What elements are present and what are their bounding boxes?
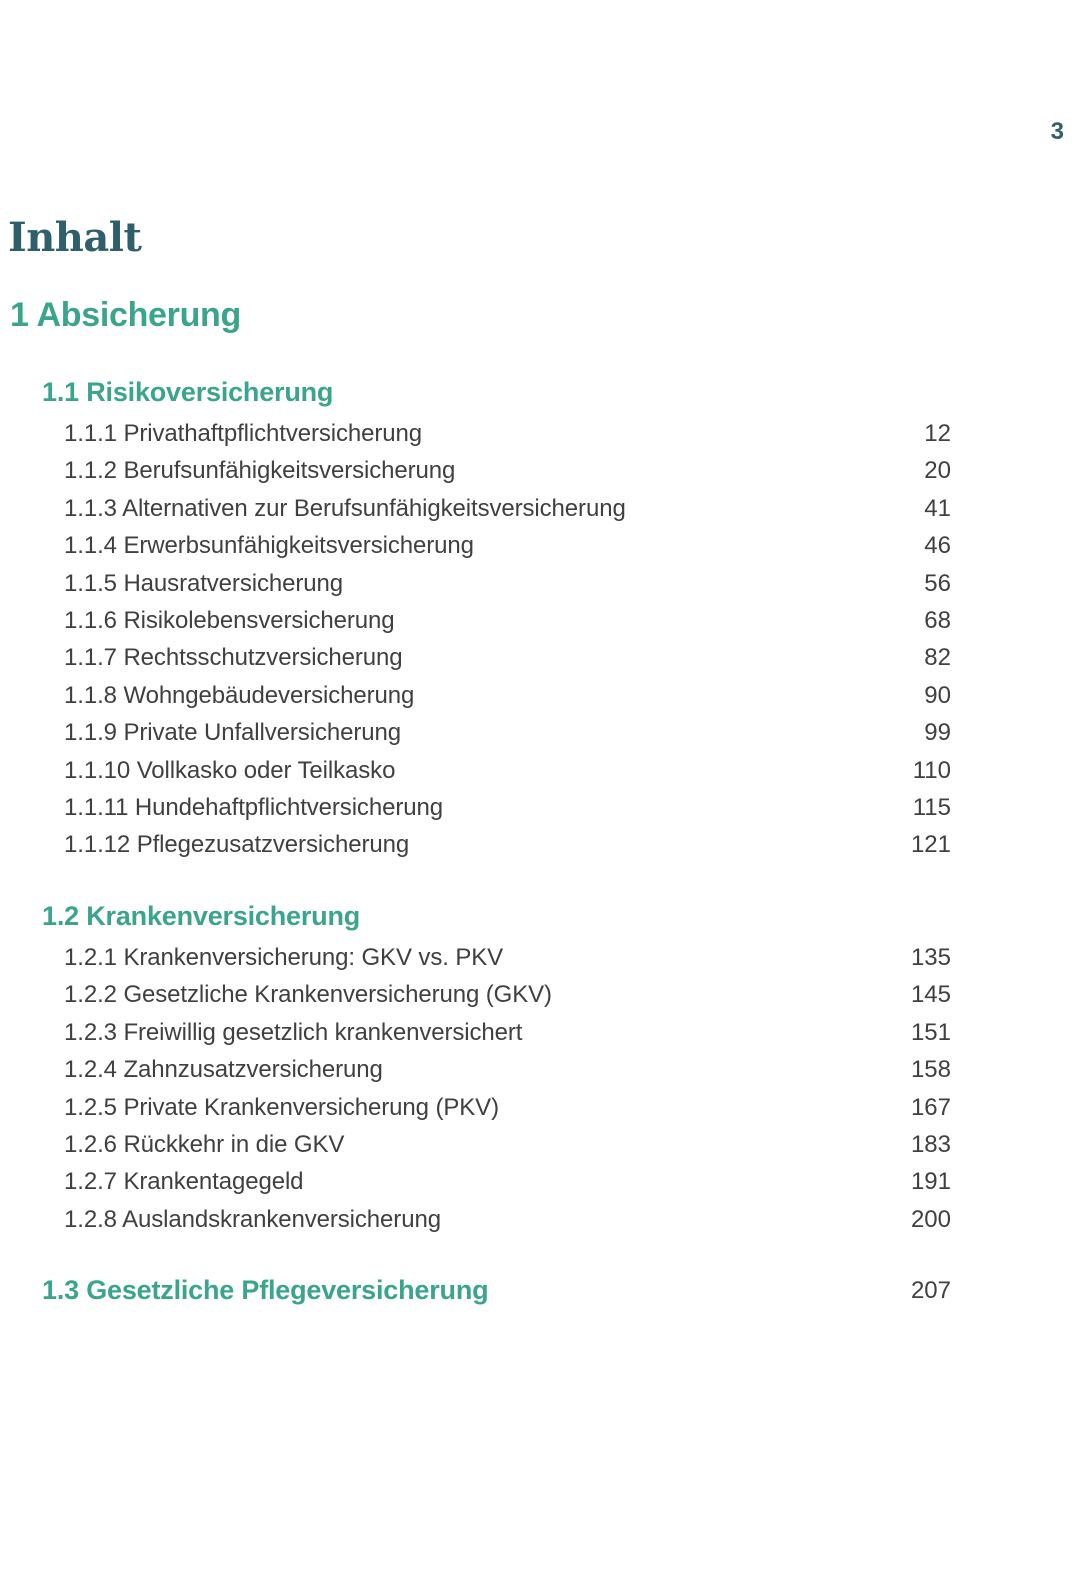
toc-section-krankenversicherung xyxy=(0,897,1080,1238)
toc-entry[interactable] xyxy=(0,1051,1080,1088)
toc-entry-page: 99 xyxy=(924,719,951,747)
toc-entry-label: 1.1.3 Alternativen zur Berufsunfähigkeitsversicherung xyxy=(64,494,626,522)
toc-entry-label: 1.1.4 Erwerbsunfähigkeitsversicherung xyxy=(64,532,474,560)
section-heading: 1.1 Risikoversicherung xyxy=(42,377,334,407)
toc-entry[interactable] xyxy=(0,677,1080,714)
toc-entry[interactable] xyxy=(0,752,1080,789)
toc-entry-page: 20 xyxy=(924,457,951,485)
toc-entry-page: 115 xyxy=(912,793,951,821)
toc-entry-label: 1.2.4 Zahnzusatzversicherung xyxy=(64,1056,383,1084)
toc-entry[interactable] xyxy=(0,1126,1080,1163)
toc-entry[interactable] xyxy=(0,826,1080,863)
toc-title: Inhalt xyxy=(8,214,142,261)
toc-entry[interactable] xyxy=(0,565,1080,602)
toc-entry-page: 151 xyxy=(910,1018,951,1046)
toc-entry-label: 1.1.11 Hundehaftpflichtversicherung xyxy=(64,793,443,821)
toc-entry[interactable] xyxy=(0,490,1080,527)
toc-entry[interactable] xyxy=(0,1089,1080,1126)
toc-entry[interactable] xyxy=(0,1014,1080,1051)
toc-entry-label: 1.1.2 Berufsunfähigkeitsversicherung xyxy=(64,457,456,485)
toc-entry-label: 1.1.6 Risikolebensversicherung xyxy=(64,606,395,634)
toc-entry-label: 1.2.1 Krankenversicherung: GKV vs. PKV xyxy=(64,944,504,971)
toc-entry-page: 145 xyxy=(910,981,951,1009)
toc-entry-label: 1.2.3 Freiwillig gesetzlich krankenversichert xyxy=(64,1018,523,1046)
section-heading: 1.3 Gesetzliche Pflegeversicherung xyxy=(42,1275,489,1305)
toc-entry-page: 158 xyxy=(910,1056,951,1084)
toc-entry-page: 200 xyxy=(910,1205,951,1233)
toc-entry-page: 121 xyxy=(910,831,951,859)
toc-entry[interactable] xyxy=(0,527,1080,564)
toc-entry[interactable] xyxy=(0,1201,1080,1238)
toc-entry-label: 1.1.1 Privathaftpflichtversicherung xyxy=(64,420,423,447)
toc-entry-label: 1.1.8 Wohngebäudeversicherung xyxy=(64,681,415,709)
toc-section-pflegeversicherung[interactable] xyxy=(0,1271,1080,1311)
toc-entry[interactable] xyxy=(0,639,1080,676)
toc-entry[interactable] xyxy=(0,602,1080,639)
toc-entry-page: 68 xyxy=(924,606,951,634)
toc-entry[interactable] xyxy=(0,939,1080,976)
toc-entry-label: 1.1.12 Pflegezusatzversicherung xyxy=(64,831,410,859)
toc-entry-label: 1.2.2 Gesetzliche Krankenversicherung (GKV) xyxy=(64,981,552,1009)
toc-entry-page: 167 xyxy=(910,1093,951,1121)
toc-entry[interactable] xyxy=(0,1163,1080,1200)
toc-entry-page: 191 xyxy=(910,1168,951,1196)
toc-entry-page: 183 xyxy=(910,1130,951,1158)
toc-entry-label: 1.1.9 Private Unfallversicherung xyxy=(64,719,401,747)
toc-entry-label: 1.2.6 Rückkehr in die GKV xyxy=(64,1130,345,1158)
toc-entry-label: 1.2.7 Krankentagegeld xyxy=(64,1168,304,1196)
toc-entry-label: 1.1.7 Rechtsschutzversicherung xyxy=(64,644,403,672)
section-heading: 1.2 Krankenversicherung xyxy=(42,901,361,931)
toc-entry-page: 41 xyxy=(924,494,951,522)
toc-entry[interactable] xyxy=(0,789,1080,826)
toc-entry-page: 46 xyxy=(924,532,951,560)
page-number: 3 xyxy=(1050,118,1064,145)
toc-section-risikoversicherung xyxy=(0,373,1080,864)
toc-entry[interactable] xyxy=(0,415,1080,452)
toc-entry-page: 207 xyxy=(910,1277,951,1304)
toc-entry-label: 1.1.5 Hausratversicherung xyxy=(64,569,343,597)
toc-entry-page: 90 xyxy=(924,681,951,709)
toc-entry-page: 110 xyxy=(912,756,951,784)
toc-entry-page: 82 xyxy=(924,644,951,672)
toc-entry[interactable] xyxy=(0,452,1080,489)
toc-entry[interactable] xyxy=(0,976,1080,1013)
toc-entry-label: 1.2.8 Auslandskrankenversicherung xyxy=(64,1205,441,1233)
toc-entry-label: 1.1.10 Vollkasko oder Teilkasko xyxy=(64,756,396,784)
toc-entry-page: 135 xyxy=(910,944,951,971)
toc-entry-page: 56 xyxy=(924,569,951,597)
toc-entry[interactable] xyxy=(0,714,1080,751)
toc-entry-page: 12 xyxy=(924,420,951,447)
toc-entry-label: 1.2.5 Private Krankenversicherung (PKV) xyxy=(64,1093,499,1121)
chapter-title: 1 Absicherung xyxy=(10,296,241,334)
